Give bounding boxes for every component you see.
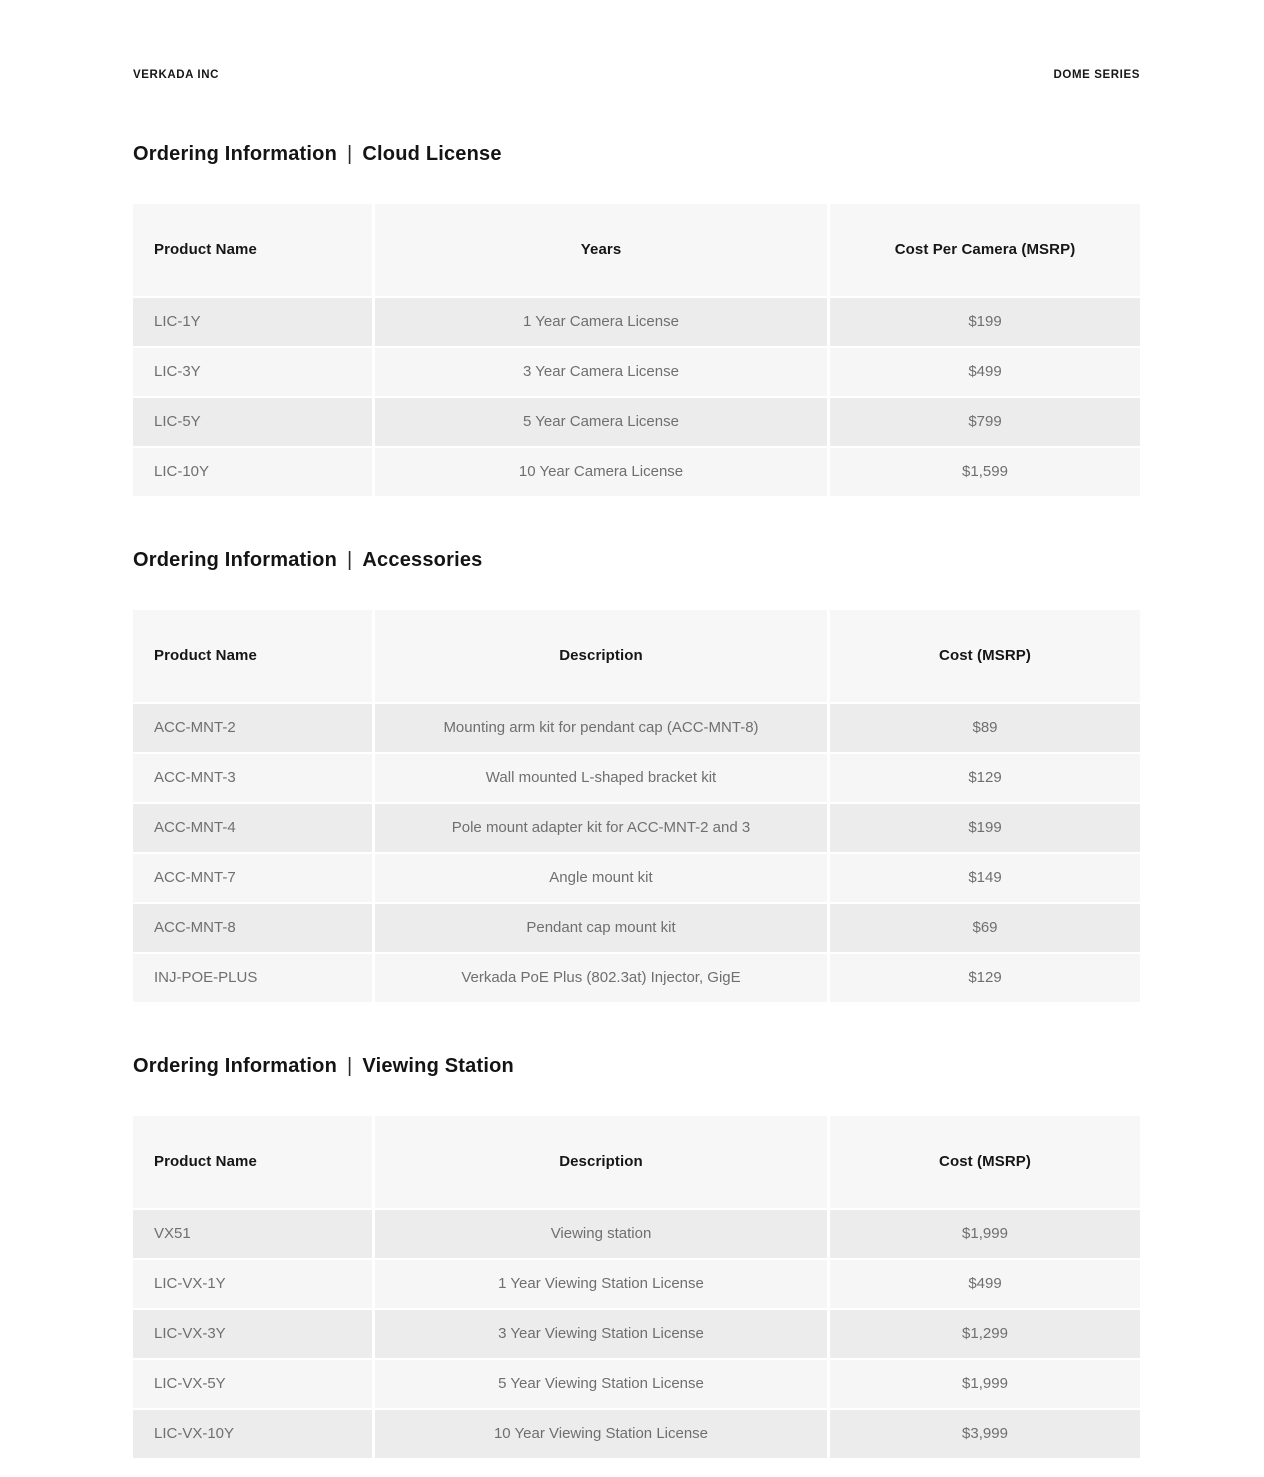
cell-cost: $89 (830, 704, 1140, 752)
ordering-table-cloud-license (133, 204, 1140, 496)
column-header-years: Years (375, 204, 827, 296)
cell-cost: $129 (830, 754, 1140, 802)
series-name: DOME SERIES (1053, 69, 1140, 81)
cell-description: Viewing station (375, 1210, 827, 1258)
cell-product-name: VX51 (133, 1210, 372, 1258)
document-header (133, 70, 1140, 82)
table-row (133, 398, 1140, 446)
cell-product-name: LIC-VX-3Y (133, 1310, 372, 1358)
table-row (133, 854, 1140, 902)
cell-product-name: ACC-MNT-7 (133, 854, 372, 902)
cell-product-name: LIC-VX-5Y (133, 1360, 372, 1408)
cell-cost: $129 (830, 954, 1140, 1002)
table-row (133, 298, 1140, 346)
column-header-cost: Cost (MSRP) (830, 1116, 1140, 1208)
cell-years: 1 Year Camera License (375, 298, 827, 346)
ordering-table-viewing-station (133, 1116, 1140, 1458)
table-row (133, 1410, 1140, 1458)
cell-product-name: LIC-10Y (133, 448, 372, 496)
cell-description: 10 Year Viewing Station License (375, 1410, 827, 1458)
cell-years: 5 Year Camera License (375, 398, 827, 446)
section-title (133, 1054, 1140, 1078)
section-title-prefix: Ordering Information (133, 1054, 337, 1077)
table-header-row (133, 610, 1140, 702)
cell-description: Verkada PoE Plus (802.3at) Injector, GigE (375, 954, 827, 1002)
table-row (133, 804, 1140, 852)
cell-description: Mounting arm kit for pendant cap (ACC-MNT-8) (375, 704, 827, 752)
section-title-separator: | (347, 142, 353, 165)
cell-product-name: LIC-1Y (133, 298, 372, 346)
cell-product-name: LIC-3Y (133, 348, 372, 396)
datasheet-page (133, 0, 1140, 1458)
cell-product-name: LIC-VX-1Y (133, 1260, 372, 1308)
section-title-separator: | (347, 548, 353, 571)
cell-product-name: ACC-MNT-3 (133, 754, 372, 802)
cell-description: 5 Year Viewing Station License (375, 1360, 827, 1408)
cell-cost: $1,999 (830, 1360, 1140, 1408)
column-header-description: Description (375, 1116, 827, 1208)
table-row (133, 904, 1140, 952)
cell-product-name: ACC-MNT-4 (133, 804, 372, 852)
table-row (133, 1360, 1140, 1408)
table-row (133, 348, 1140, 396)
column-header-product-name: Product Name (133, 204, 372, 296)
section-title-name: Accessories (362, 548, 483, 571)
cell-years: 10 Year Camera License (375, 448, 827, 496)
company-name: VERKADA INC (133, 69, 220, 81)
column-header-product-name: Product Name (133, 1116, 372, 1208)
section-cloud-license (133, 142, 1140, 496)
cell-cost: $149 (830, 854, 1140, 902)
cell-description: 1 Year Viewing Station License (375, 1260, 827, 1308)
cell-product-name: ACC-MNT-2 (133, 704, 372, 752)
table-row (133, 1310, 1140, 1358)
column-header-product-name: Product Name (133, 610, 372, 702)
column-header-description: Description (375, 610, 827, 702)
cell-cost: $1,299 (830, 1310, 1140, 1358)
column-header-cost: Cost (MSRP) (830, 610, 1140, 702)
cell-cost: $1,599 (830, 448, 1140, 496)
table-row (133, 754, 1140, 802)
cell-years: 3 Year Camera License (375, 348, 827, 396)
table-row (133, 954, 1140, 1002)
cell-description: Wall mounted L-shaped bracket kit (375, 754, 827, 802)
table-row (133, 1260, 1140, 1308)
section-title-separator: | (347, 1054, 353, 1077)
section-viewing-station (133, 1054, 1140, 1458)
cell-cost: $69 (830, 904, 1140, 952)
cell-product-name: ACC-MNT-8 (133, 904, 372, 952)
table-header-row (133, 1116, 1140, 1208)
cell-description: Pole mount adapter kit for ACC-MNT-2 and 3 (375, 804, 827, 852)
table-row (133, 448, 1140, 496)
cell-product-name: INJ-POE-PLUS (133, 954, 372, 1002)
cell-description: 3 Year Viewing Station License (375, 1310, 827, 1358)
table-header-row (133, 204, 1140, 296)
cell-product-name: LIC-VX-10Y (133, 1410, 372, 1458)
table-row (133, 1210, 1140, 1258)
section-title-prefix: Ordering Information (133, 548, 337, 571)
section-title (133, 548, 1140, 572)
column-header-cost: Cost Per Camera (MSRP) (830, 204, 1140, 296)
cell-cost: $199 (830, 298, 1140, 346)
cell-cost: $3,999 (830, 1410, 1140, 1458)
cell-cost: $799 (830, 398, 1140, 446)
table-row (133, 704, 1140, 752)
cell-description: Pendant cap mount kit (375, 904, 827, 952)
cell-cost: $1,999 (830, 1210, 1140, 1258)
section-accessories (133, 548, 1140, 1002)
ordering-table-accessories (133, 610, 1140, 1002)
cell-cost: $199 (830, 804, 1140, 852)
cell-product-name: LIC-5Y (133, 398, 372, 446)
cell-description: Angle mount kit (375, 854, 827, 902)
section-title-prefix: Ordering Information (133, 142, 337, 165)
section-title (133, 142, 1140, 166)
section-title-name: Cloud License (362, 142, 502, 165)
section-title-name: Viewing Station (362, 1054, 514, 1077)
cell-cost: $499 (830, 348, 1140, 396)
cell-cost: $499 (830, 1260, 1140, 1308)
